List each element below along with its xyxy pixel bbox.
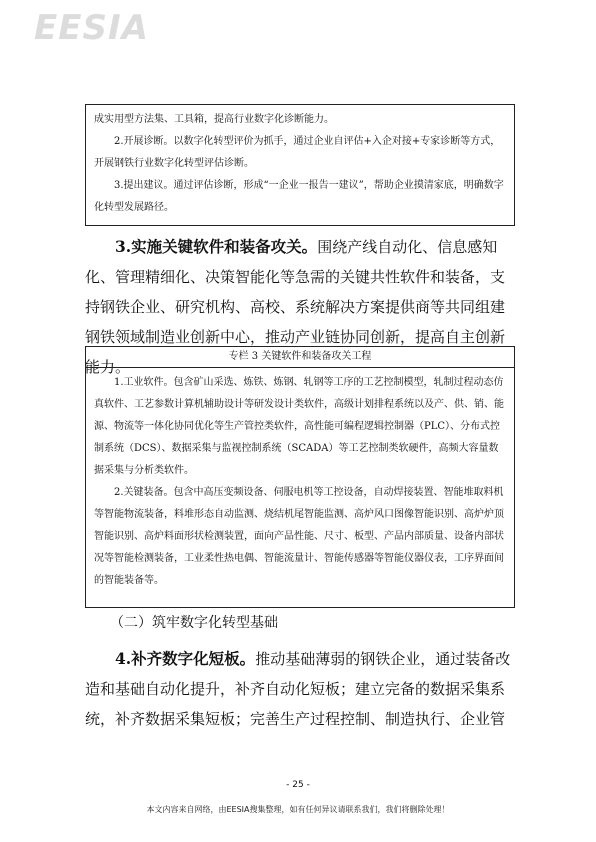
page-number: - 25 -	[286, 780, 310, 790]
section4-text: 推动基础薄弱的钢铁企业，通过装备改造和基础自动化提升，补齐自动化短板；建立完备的数据采集系统，补齐数据采集短板；完善生产过程控制、制造执行、企业管	[85, 650, 511, 728]
column-box-3	[85, 346, 515, 608]
box-continuation	[85, 104, 515, 226]
box1-line-2: 2.开展诊断。以数字化转型评价为抓手，通过企业自评估+入企对接+专家诊断等方式，开展钢铁行业数字化转型评估诊断。	[94, 136, 501, 169]
section4-paragraph	[85, 644, 515, 734]
eesia-logo: EESIA	[34, 8, 149, 48]
section3-text: 围绕产线自动化、信息感知化、管理精细化、决策智能化等急需的关键共性软件和装备，支持钢铁企业、研究机构、高校、系统解决方案提供商等共同组建钢铁领域制造业创新中心，推动产业链协同创新，提高自主创新能力。	[85, 238, 506, 376]
section3-lead: 3.实施关键软件和装备攻关。	[115, 237, 318, 256]
column-box-para-2: 2.关键装备。包含中高压变频设备、伺服电机等工控设备，自动焊接装置、智能堆取料机等智能物流装备，料堆形态自动监测、烧结机尾智能监测、高炉风口图像智能识别、高炉炉顶智能识别、高炉料面形状检测装置，面向产品性能、尺寸、板型、产品内部质量、设备内部状况等智能检测装备，工业柔性热电偶、智能流量计、智能传感器等智能仪器仪表，工序界面间的智能装备等。	[94, 487, 504, 586]
box1-line-3: 3.提出建议。通过评估诊断，形成“一企业一报告一建议”，帮助企业摸清家底，明确数字化转型发展路径。	[94, 180, 504, 213]
column-box-title: 专栏 3 关键软件和装备攻关工程	[86, 347, 514, 368]
section4-lead: 4.补齐数字化短板。	[115, 649, 256, 668]
box1-line-1: 成实用型方法集、工具箱，提高行业数字化诊断能力。	[94, 114, 334, 125]
column-box-para-1: 1.工业软件。包含矿山采选、炼铁、炼钢、轧钢等工序的工艺控制模型，轧制过程动态仿真软件、工艺参数计算机辅助设计等研发设计类软件，高级计划排程系统以及产、供、销、能源、物流等一体化协同优化等生产管控类软件，高性能可编程逻辑控制器（PLC）、分布式控制系统（DCS）、数据采集与监视控制系统（SCADA）等工艺控制类软硬件，高频大容量数据采集与分析类软件。	[94, 377, 504, 476]
section-heading-2: （二）筑牢数字化转型基础	[110, 615, 278, 631]
footer-disclaimer: 本文内容来自网络，由EESIA搜集整理，如有任何异议请联系我们，我们将删除处理！	[146, 805, 450, 814]
